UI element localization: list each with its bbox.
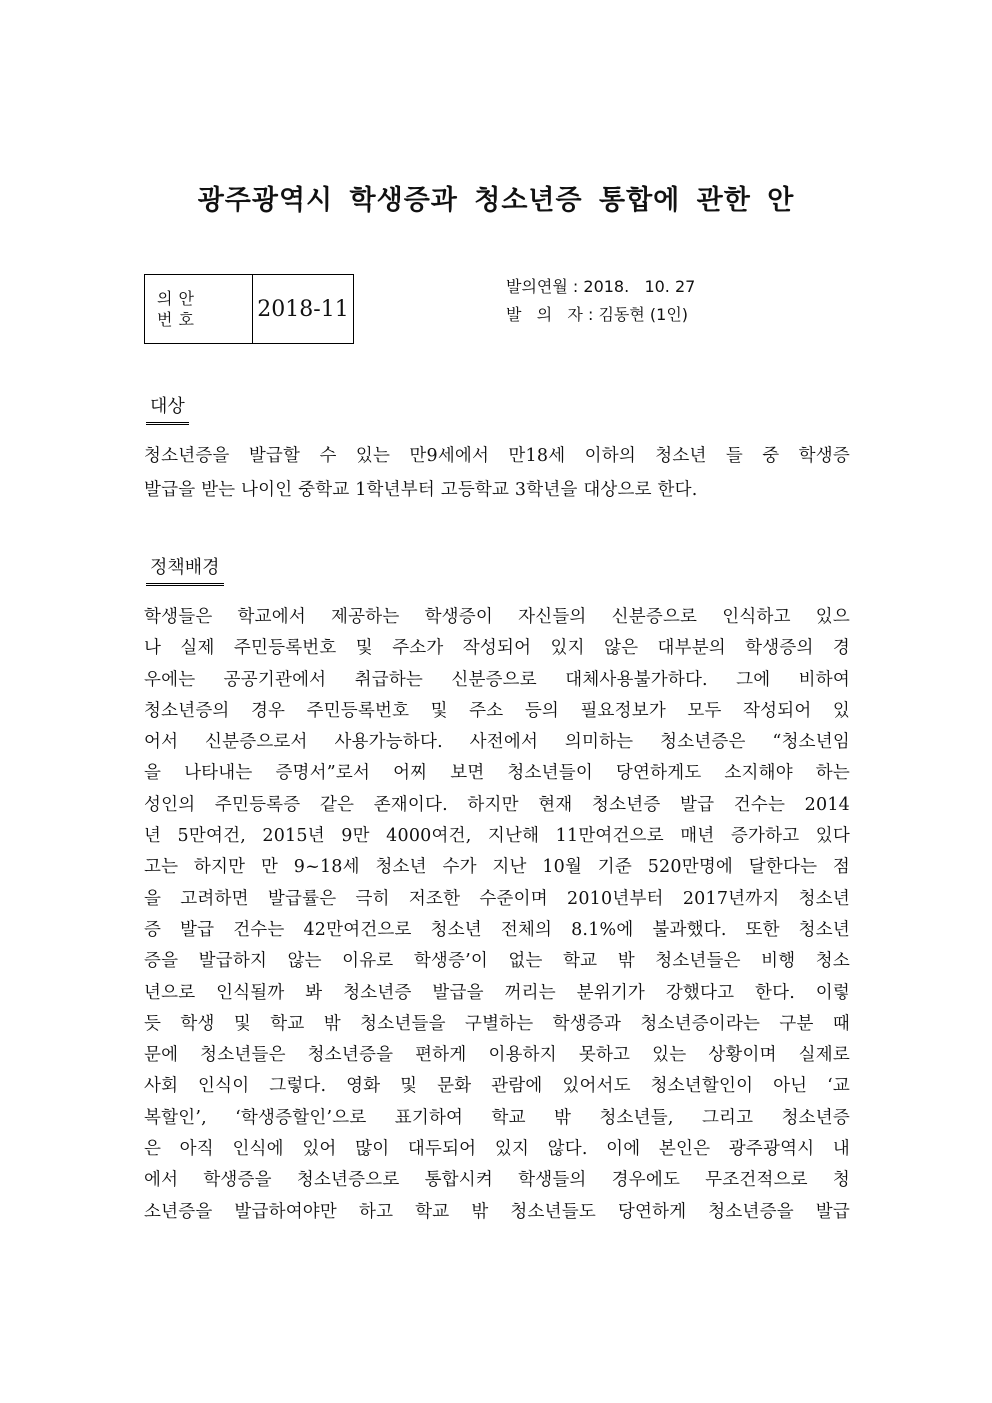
background-line: 나 실제 주민등록번호 및 주소가 작성되어 있지 않은 대부분의 학생증의 경: [144, 638, 850, 659]
background-line: 을 고려하면 발급률은 극히 저조한 수준이며 2010년부터 2017년까지 청소년: [144, 888, 850, 909]
target-paragraph: [144, 439, 850, 507]
bill-number-box: [144, 274, 354, 344]
target-section-heading: 대상: [146, 392, 189, 425]
background-line: 우에는 공공기관에서 취급하는 신분증으로 대체사용불가하다. 그에 비하여: [144, 669, 850, 690]
background-line: 을 나타내는 증명서”로서 어찌 보면 청소년들이 당연하게도 소지해야 하는: [144, 763, 850, 784]
background-line: 소년증을 발급하여야만 하고 학교 밖 청소년들도 당연하게 청소년증을 발급: [144, 1201, 850, 1222]
proposer: 발 의 자 : 김동현 (1인): [506, 305, 689, 324]
background-line: 증 발급 건수는 42만여건으로 청소년 전체의 8.1%에 불과했다. 또한 청소년: [144, 919, 850, 940]
proposal-date: 발의연월 : 2018. 10. 27: [506, 277, 696, 296]
bill-label-line1: 의안: [157, 289, 200, 308]
background-line: 어서 신분증으로서 사용가능하다. 사전에서 의미하는 청소년증은 “청소년임: [144, 732, 850, 753]
target-line: 청소년증을 발급할 수 있는 만9세에서 만18세 이하의 청소년 들 중 학생증: [144, 446, 850, 466]
background-line: 에서 학생증을 청소년증으로 통합시켜 학생들의 경우에도 무조건적으로 청: [144, 1170, 850, 1191]
background-line: 문에 청소년들은 청소년증을 편하게 이용하지 못하고 있는 상황이며 실제로: [144, 1045, 850, 1066]
document-title: 광주광역시 학생증과 청소년증 통합에 관한 안: [197, 185, 795, 217]
bill-meta: [506, 273, 695, 329]
bill-label-line2: 번호: [157, 310, 200, 329]
background-line: 청소년증의 경우 주민등록번호 및 주소 등의 필요정보가 모두 작성되어 있: [144, 700, 850, 721]
background-line: 복할인’, ‘학생증할인’으로 표기하여 학교 밖 청소년들, 그리고 청소년증: [144, 1107, 850, 1128]
background-line: 년으로 인식될까 봐 청소년증 발급을 꺼리는 분위기가 강했다고 한다. 이렇: [144, 982, 850, 1003]
background-line: 사회 인식이 그렇다. 영화 및 문화 관람에 있어서도 청소년할인이 아닌 ‘교: [144, 1076, 850, 1097]
bill-number-label: [145, 275, 253, 343]
background-line: 듯 학생 및 학교 밖 청소년들을 구별하는 학생증과 청소년증이라는 구분 때: [144, 1013, 850, 1034]
background-line: 년 5만여건, 2015년 9만 4000여건, 지난해 11만여건으로 매년 증가하고 있다: [144, 826, 850, 847]
background-line: 성인의 주민등록증 같은 존재이다. 하지만 현재 청소년증 발급 건수는 2014: [144, 794, 850, 815]
background-section-heading: 정책배경: [146, 553, 224, 586]
bill-number-value: 2018-11: [257, 296, 349, 322]
background-paragraph: [144, 602, 850, 1228]
background-line: 증을 발급하지 않는 이유로 학생증’이 없는 학교 밖 청소년들은 비행 청소: [144, 951, 850, 972]
background-line: 은 아직 인식에 있어 많이 대두되어 있지 않다. 이에 본인은 광주광역시 내: [144, 1139, 850, 1160]
background-line: 고는 하지만 만 9~18세 청소년 수가 지난 10월 기준 520만명에 달한다는 점: [144, 857, 850, 878]
background-line: 학생들은 학교에서 제공하는 학생증이 자신들의 신분증으로 인식하고 있으: [144, 607, 850, 627]
target-line: 발급을 받는 나이인 중학교 1학년부터 고등학교 3학년을 대상으로 한다.: [144, 480, 698, 500]
